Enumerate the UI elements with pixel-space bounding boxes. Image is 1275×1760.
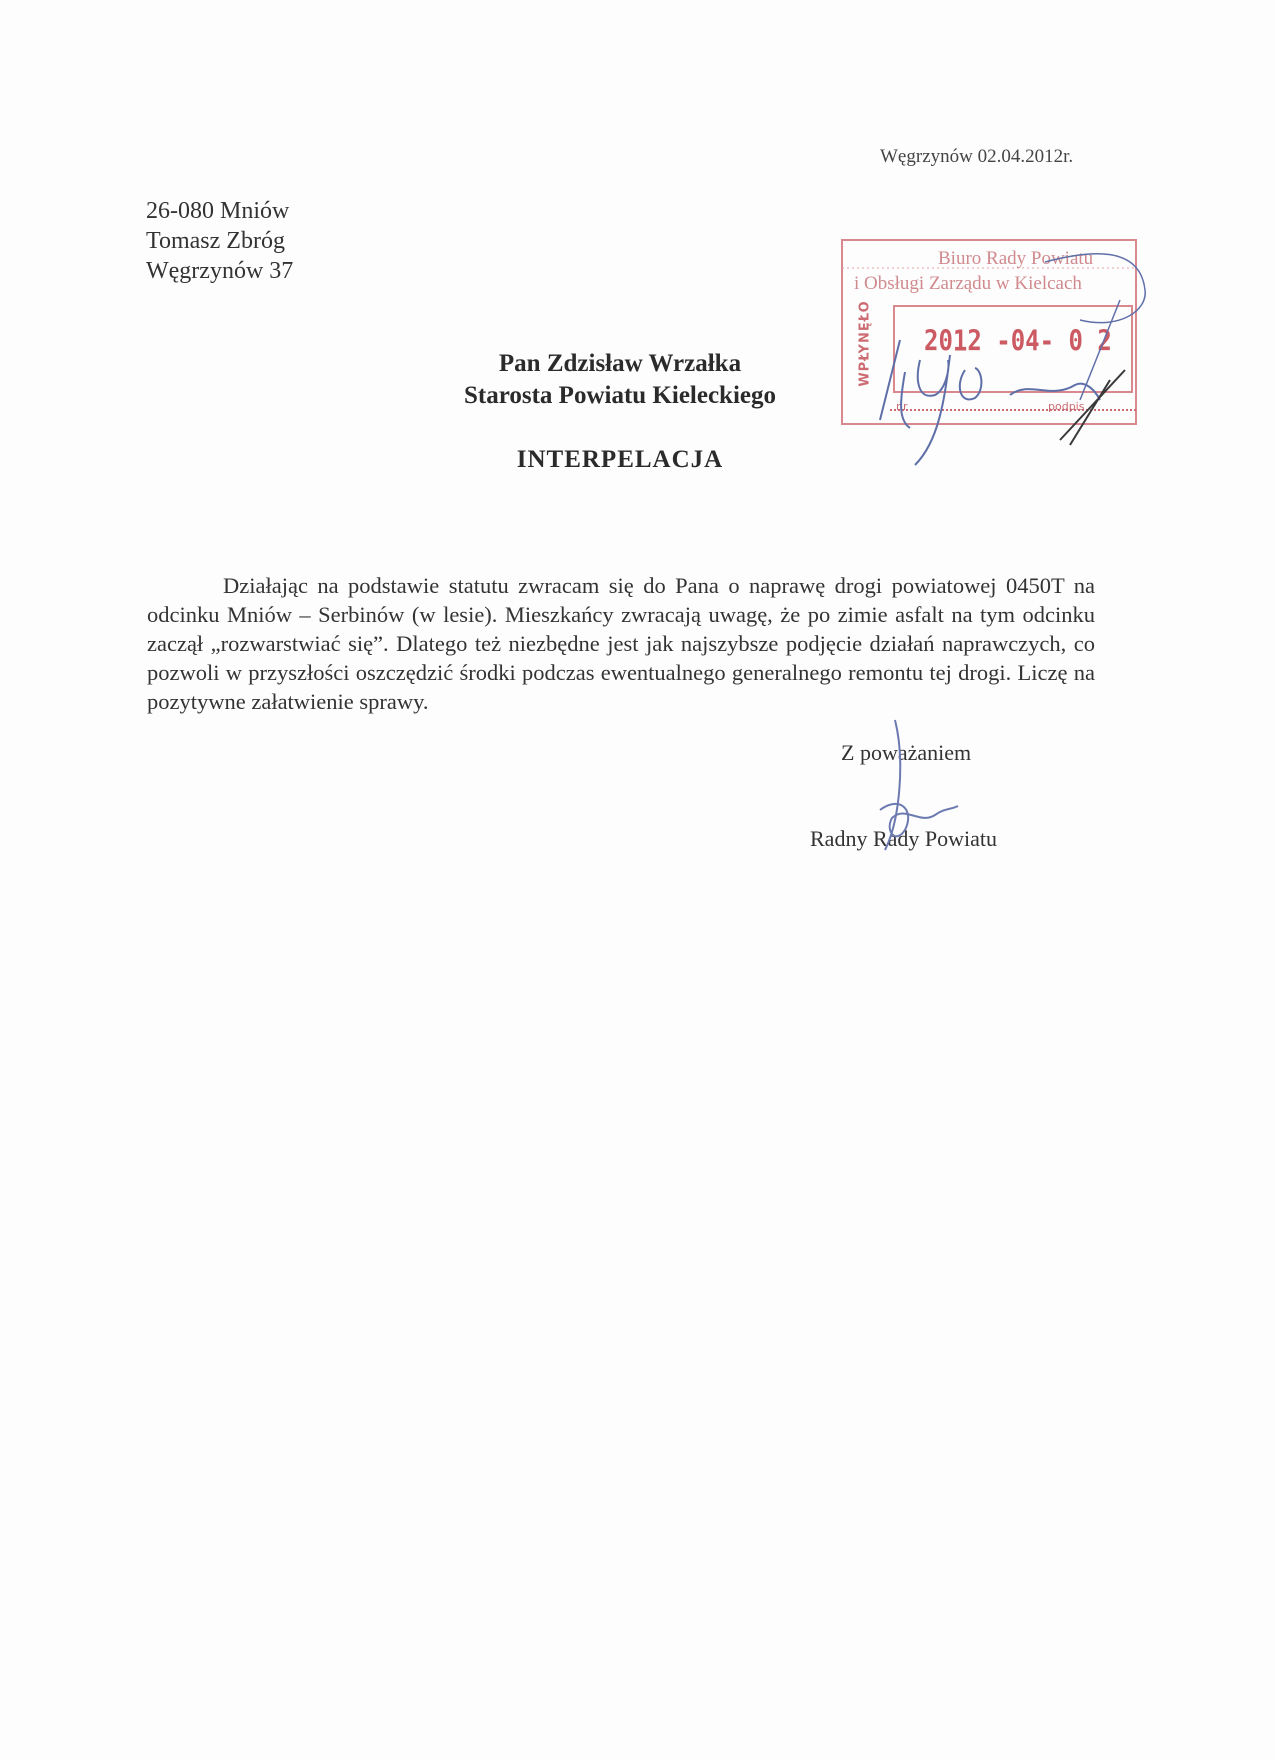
addressee-title: Starosta Powiatu Kieleckiego	[464, 382, 776, 409]
sender-line: Tomasz Zbróg	[146, 228, 285, 254]
place-date: Węgrzynów 02.04.2012r.	[880, 146, 1074, 167]
stamp-signature-label: podpis	[1048, 400, 1085, 413]
closing-phrase: Z poważaniem	[841, 740, 972, 765]
stamp-nr-label: nr	[896, 400, 908, 413]
stamp-office-line: Biuro Rady Powiatu	[938, 248, 1094, 269]
letter-body: Działając na podstawie statutu zwracam się do Pana o naprawę drogi powiatowej 0450T na odcinku Mniów – Serbinów (w lesie). Mieszkańcy zwracają uwagę, że po zimie asfalt na tym odcinku zaczął „rozwarstwiać się”. Dlatego też niezbędne jest jak najszybsze podjęcie działań naprawczych, co pozwoli w przyszłości oszczędzić środki podczas ewentualnego generalnego remontu tej drogi. Liczę na pozytywne załatwienie sprawy.	[147, 573, 1095, 714]
signature-role: Radny Rady Powiatu	[810, 826, 997, 851]
received-stamp	[840, 238, 1140, 426]
document-title: INTERPELACJA	[516, 446, 724, 473]
stamp-date: 2012 -04- 0 2	[924, 324, 1112, 358]
stamp-received-label: WPŁYNĘŁO	[857, 300, 873, 387]
stamp-office-line: i Obsługi Zarządu w Kielcach	[854, 273, 1082, 294]
addressee-name: Pan Zdzisław Wrzałka	[498, 350, 742, 377]
sender-line: 26-080 Mniów	[146, 198, 290, 224]
sender-line: Węgrzynów 37	[146, 258, 294, 284]
addressee	[400, 348, 840, 412]
sender-address	[146, 196, 293, 286]
